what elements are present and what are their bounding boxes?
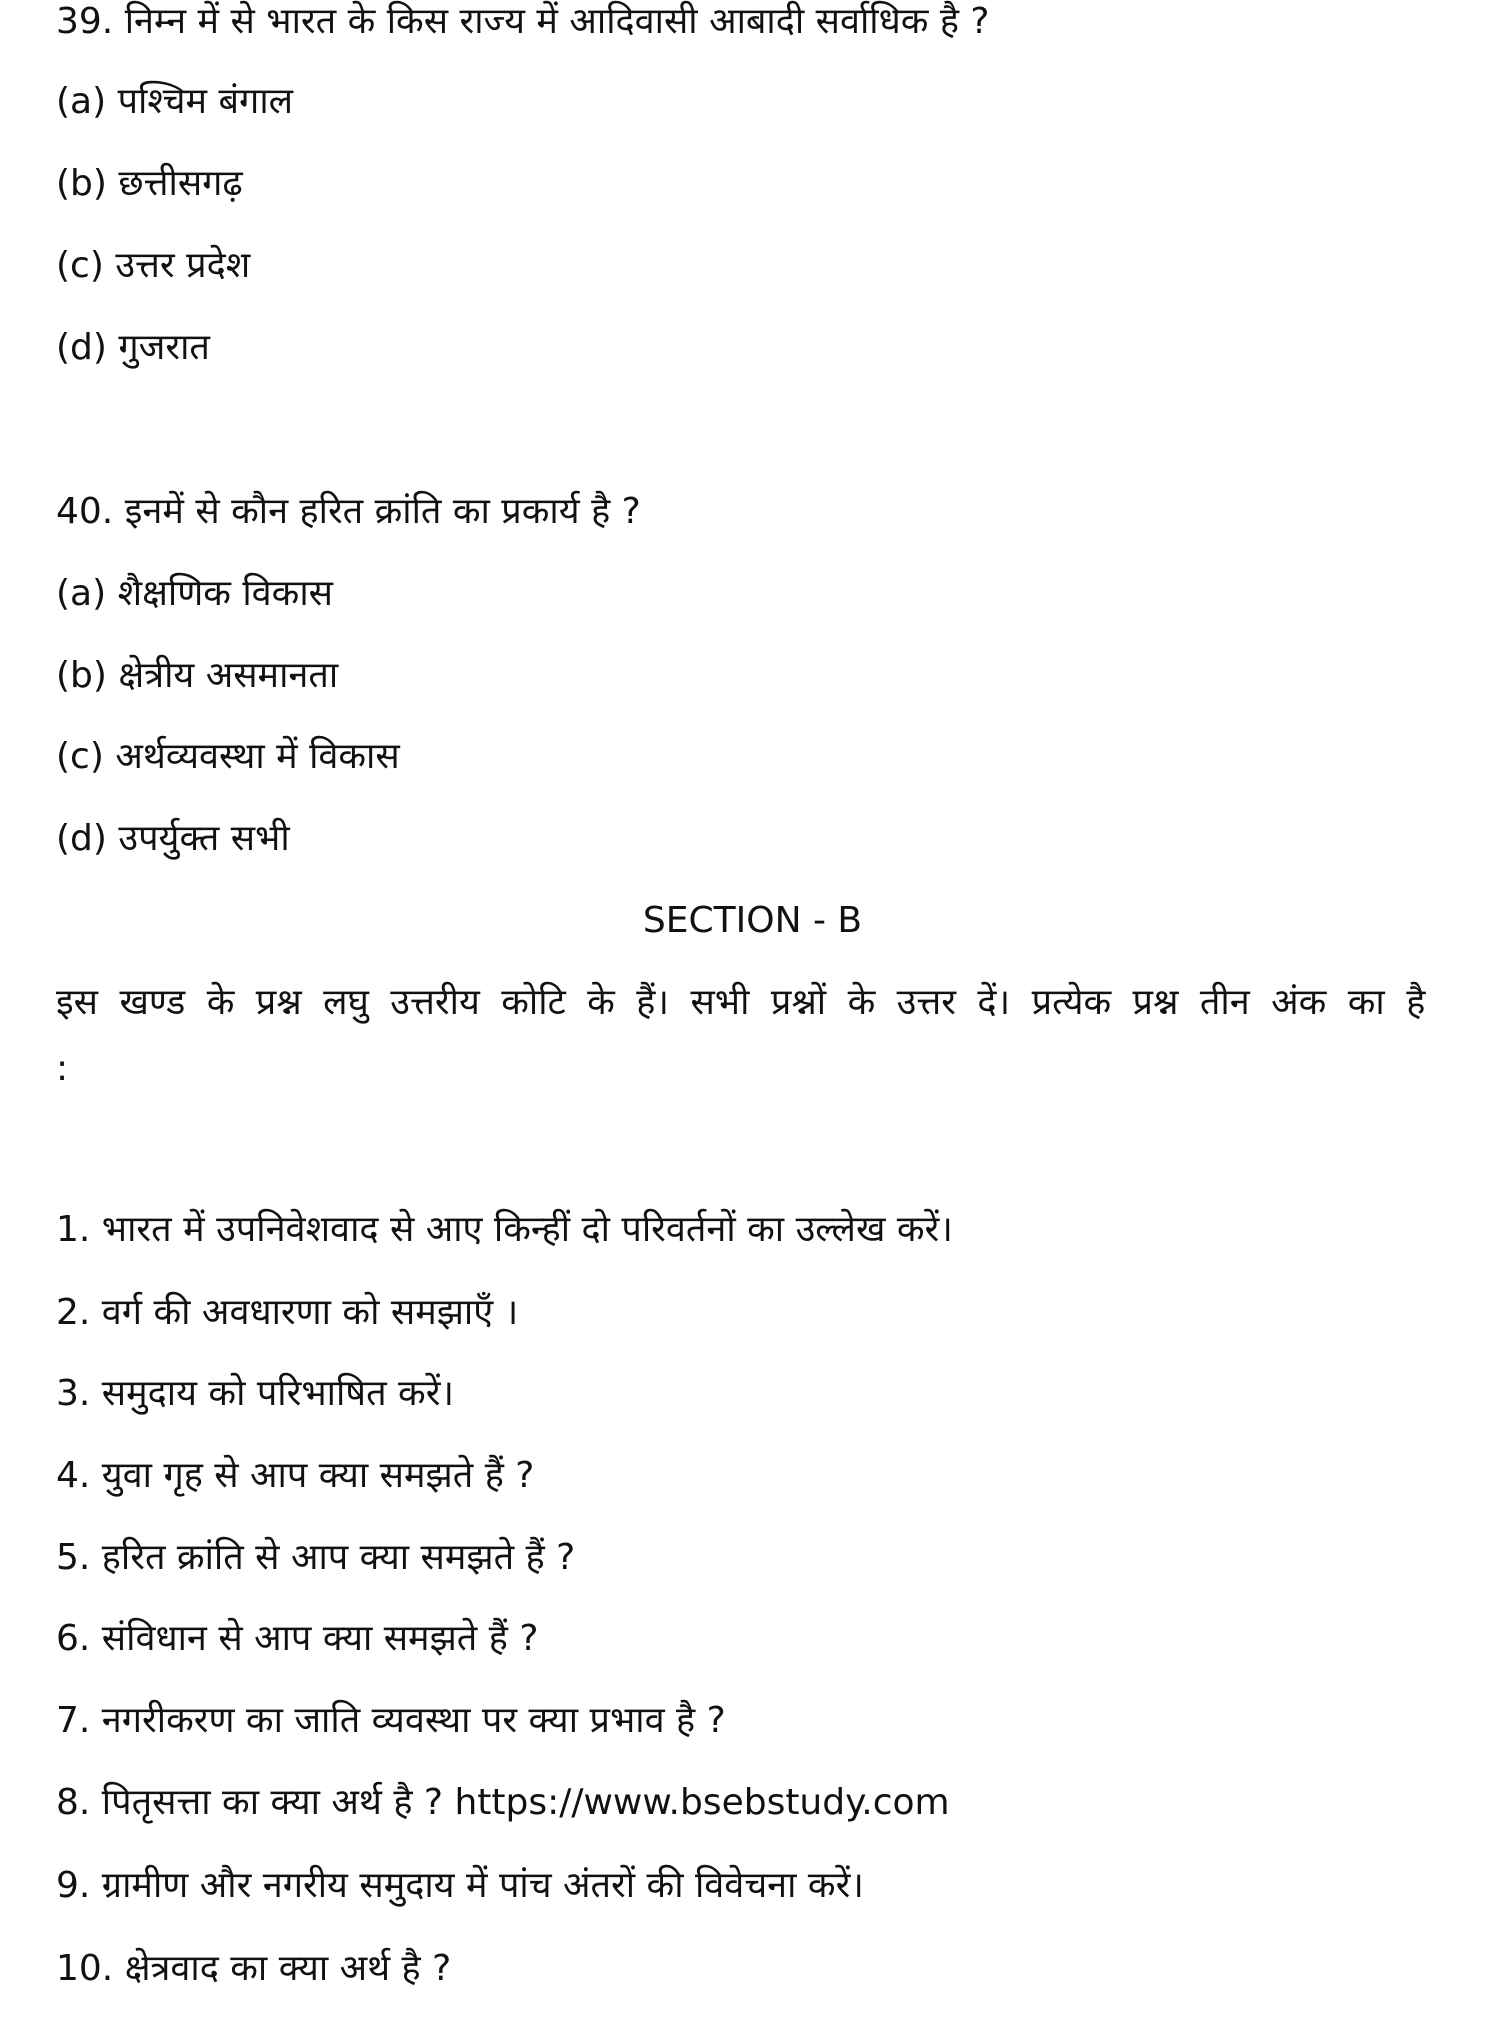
option-c: (c) उत्तर प्रदेश: [56, 245, 251, 286]
option-b: (b) छत्तीसगढ़: [56, 163, 243, 204]
section-instructions: इस खण्ड के प्रश्न लघु उत्तरीय कोटि के हैं। सभी प्रश्नों के उत्तर दें। प्रत्येक प्रश्न तीन अंक का है :: [56, 982, 1426, 1089]
list-item: 5. हरित क्रांति से आप क्या समझते हैं ?: [56, 1537, 576, 1578]
section-title: SECTION - B: [642, 900, 863, 941]
list-item: 6. संविधान से आप क्या समझते हैं ?: [56, 1618, 539, 1659]
list-item: 9. ग्रामीण और नगरीय समुदाय में पांच अंतरों की विवेचना करें।: [56, 1865, 864, 1906]
list-item: 2. वर्ग की अवधारणा को समझाएँ ।: [56, 1292, 519, 1333]
list-item: 3. समुदाय को परिभाषित करें।: [56, 1373, 455, 1414]
option-b: (b) क्षेत्रीय असमानता: [56, 655, 339, 696]
question-text: 40. इनमें से कौन हरित क्रांति का प्रकार्य है ?: [56, 491, 641, 532]
option-c: (c) अर्थव्यवस्था में विकास: [56, 736, 400, 777]
list-item: 10. क्षेत्रवाद का क्या अर्थ है ?: [56, 1948, 452, 1989]
question-text: 39. निम्न में से भारत के किस राज्य में आदिवासी आबादी सर्वाधिक है ?: [56, 1, 990, 42]
option-a: (a) शैक्षणिक विकास: [56, 573, 333, 614]
option-a: (a) पश्चिम बंगाल: [56, 81, 294, 122]
option-d: (d) गुजरात: [56, 327, 210, 368]
list-item: 7. नगरीकरण का जाति व्यवस्था पर क्या प्रभाव है ?: [56, 1700, 726, 1741]
option-d: (d) उपर्युक्त सभी: [56, 818, 290, 859]
list-item: 1. भारत में उपनिवेशवाद से आए किन्हीं दो परिवर्तनों का उल्लेख करें।: [56, 1209, 953, 1250]
list-item: 4. युवा गृह से आप क्या समझते हैं ?: [56, 1455, 535, 1496]
list-item: 8. पितृसत्ता का क्या अर्थ है ? https://www.bsebstudy.com: [56, 1782, 950, 1823]
